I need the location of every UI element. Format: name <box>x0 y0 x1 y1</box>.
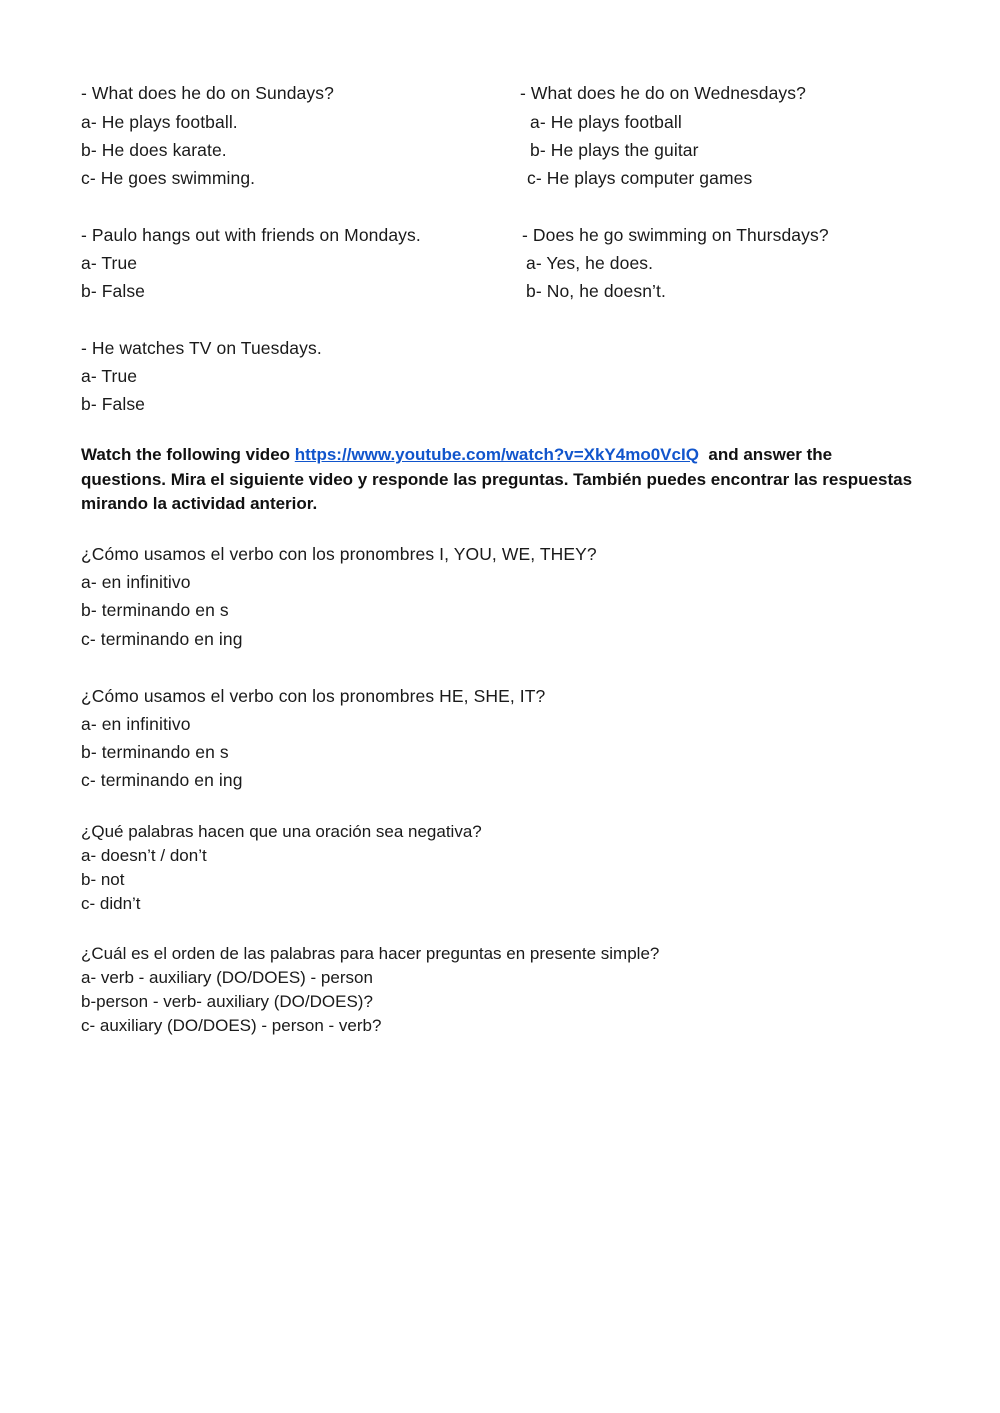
instructions-prefix: Watch the following video <box>81 445 295 464</box>
question-pronouns-plural: ¿Cómo usamos el verbo con los pronombres I, YOU, WE, THEY? <box>81 544 597 564</box>
option-tuesdays-a[interactable]: a- True <box>81 366 138 386</box>
option-negative-b[interactable]: b- not <box>81 870 125 889</box>
option-pronouns-third-a[interactable]: a- en infinitivo <box>81 714 191 734</box>
option-sundays-a[interactable]: a- He plays football. <box>81 112 238 132</box>
option-negative-a[interactable]: a- doesn’t / don’t <box>81 846 207 865</box>
question-word-order: ¿Cuál es el orden de las palabras para hacer preguntas en presente simple? <box>81 944 660 963</box>
option-wednesdays-b[interactable]: b- He plays the guitar <box>530 140 699 160</box>
option-thursdays-b[interactable]: b- No, he doesn’t. <box>526 281 666 301</box>
question-tuesdays: - He watches TV on Tuesdays. <box>81 338 322 358</box>
instructions-suffix: and answer the questions. Mira el siguiente video y responde las preguntas. También puedes encontrar las respuestas mirando la actividad anterior. <box>81 445 917 513</box>
option-mondays-a[interactable]: a- True <box>81 253 138 273</box>
option-negative-c[interactable]: c- didn’t <box>81 894 141 913</box>
option-pronouns-third-b[interactable]: b- terminando en s <box>81 742 229 762</box>
option-word-order-b[interactable]: b-person - verb- auxiliary (DO/DOES)? <box>81 992 373 1011</box>
option-pronouns-plural-c[interactable]: c- terminando en ing <box>81 629 243 649</box>
question-wednesdays: - What does he do on Wednesdays? <box>520 83 806 103</box>
option-sundays-c[interactable]: c- He goes swimming. <box>81 168 256 188</box>
option-sundays-b[interactable]: b- He does karate. <box>81 140 227 160</box>
option-tuesdays-b[interactable]: b- False <box>81 394 146 414</box>
option-wednesdays-a[interactable]: a- He plays football <box>530 112 682 132</box>
option-pronouns-plural-a[interactable]: a- en infinitivo <box>81 572 191 592</box>
option-word-order-a[interactable]: a- verb - auxiliary (DO/DOES) - person <box>81 968 373 987</box>
option-wednesdays-c[interactable]: c- He plays computer games <box>527 168 753 188</box>
question-thursdays: - Does he go swimming on Thursdays? <box>522 225 829 245</box>
instructions-paragraph <box>81 443 921 517</box>
option-word-order-c[interactable]: c- auxiliary (DO/DOES) - person - verb? <box>81 1016 382 1035</box>
option-pronouns-plural-b[interactable]: b- terminando en s <box>81 600 229 620</box>
option-thursdays-a[interactable]: a- Yes, he does. <box>526 253 654 273</box>
option-pronouns-third-c[interactable]: c- terminando en ing <box>81 770 243 790</box>
question-mondays: - Paulo hangs out with friends on Mondays. <box>81 225 421 245</box>
question-sundays: - What does he do on Sundays? <box>81 83 334 103</box>
question-pronouns-third: ¿Cómo usamos el verbo con los pronombres HE, SHE, IT? <box>81 686 546 706</box>
question-negative-words: ¿Qué palabras hacen que una oración sea negativa? <box>81 822 482 841</box>
option-mondays-b[interactable]: b- False <box>81 281 146 301</box>
video-link[interactable]: https://www.youtube.com/watch?v=XkY4mo0VcIQ <box>294 445 699 464</box>
